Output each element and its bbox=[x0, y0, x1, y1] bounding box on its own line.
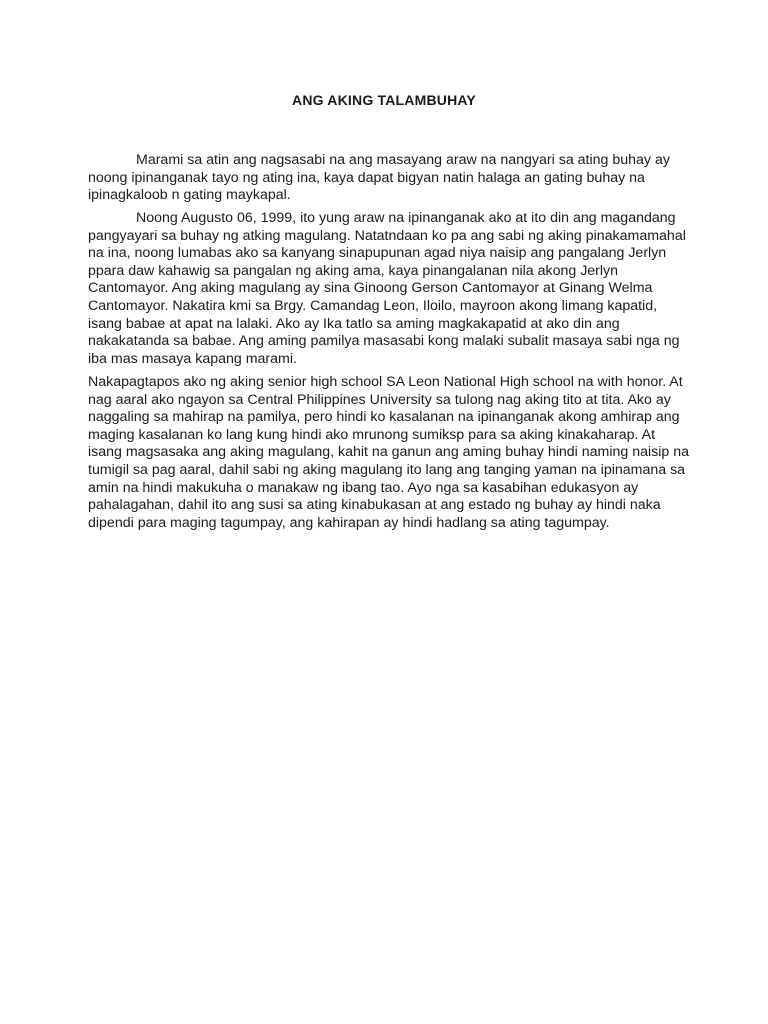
paragraph-line: Marami sa atin ang nagsasabi na ang masayang araw na nangyari sa ating buhay ay bbox=[136, 152, 670, 168]
paragraph-line: Cantomayor. Ang aking magulang ay sina Ginoong Gerson Cantomayor at Ginang Welma bbox=[88, 280, 653, 297]
paragraph-line: iba mas masaya kapang marami. bbox=[88, 350, 297, 367]
document-title: ANG AKING TALAMBUHAY bbox=[292, 92, 476, 108]
paragraph-3 bbox=[88, 374, 688, 532]
paragraph-line: dipendi para maging tagumpay, ang kahirapan ay hindi hadlang sa ating tagumpay. bbox=[88, 514, 610, 531]
paragraph-2 bbox=[88, 210, 688, 368]
paragraph-line: ppara daw kahawig sa pangalan ng aking ama, kaya pinangalanan nila akong Jerlyn bbox=[88, 262, 619, 279]
paragraph-line: isang magsasaka ang aking magulang, kahit na ganun ang aming buhay hindi naming naisip na bbox=[88, 444, 690, 461]
paragraph-line: Noong Augusto 06, 1999, ito yung araw na ipinanganak ako at ito din ang magandang bbox=[136, 210, 676, 226]
paragraph-line: noong ipinanganak tayo ng ating ina, kaya dapat bigyan natin halaga an gating buhay na bbox=[88, 169, 645, 186]
paragraph-line: nag aaral ako ngayon sa Central Philippines University sa tulong nag aking tito at tita. Ako ay bbox=[88, 391, 671, 408]
paragraph-line: nakakatanda sa babae. Ang aming pamilya masasabi kong malaki subalit masaya sabi nga ng bbox=[88, 333, 680, 350]
paragraph-line: amin na hindi makukuha o manakaw ng ibang tao. Ayo nga sa kasabihan edukasyon ay bbox=[88, 479, 639, 496]
paragraph-line: Nakapagtapos ako ng aking senior high school SA Leon National High school na with honor. At bbox=[88, 374, 683, 390]
paragraph-line: naggaling sa mahirap na pamilya, pero hindi ko kasalanan na ipinanganak akong amhirap ang bbox=[88, 409, 680, 426]
paragraph-line: pangyayari sa buhay ng atking magulang. Natatndaan ko pa ang sabi ng aking pinakamamahal bbox=[88, 227, 686, 244]
paragraph-line: maging kasalanan ko lang kung hindi ako mrunong sumiksp para sa aking kinakaharap. At bbox=[88, 426, 656, 443]
paragraph-line: na ina, noong lumabas ako sa kanyang sinapupunan agad niya naisip ang pangalang Jerlyn bbox=[88, 245, 667, 262]
paragraph-1 bbox=[88, 152, 688, 205]
paragraph-line: tumigil sa pag aaral, dahil sabi ng aking magulang ito lang ang tanging yaman na ipinamana sa bbox=[88, 461, 686, 478]
paragraph-line: Cantomayor. Nakatira kmi sa Brgy. Camandag Leon, Iloilo, mayroon akong limang kapatid, bbox=[88, 297, 658, 314]
paragraph-line: ipinagkaloob n gating maykapal. bbox=[88, 187, 291, 204]
paragraph-line: pahalagahan, dahil ito ang susi sa ating kinabukasan at ang estado ng buhay ay hindi naka bbox=[88, 497, 661, 514]
paragraph-line: isang babae at apat na lalaki. Ako ay Ika tatlo sa aming magkakapatid at ako din ang bbox=[88, 315, 620, 332]
